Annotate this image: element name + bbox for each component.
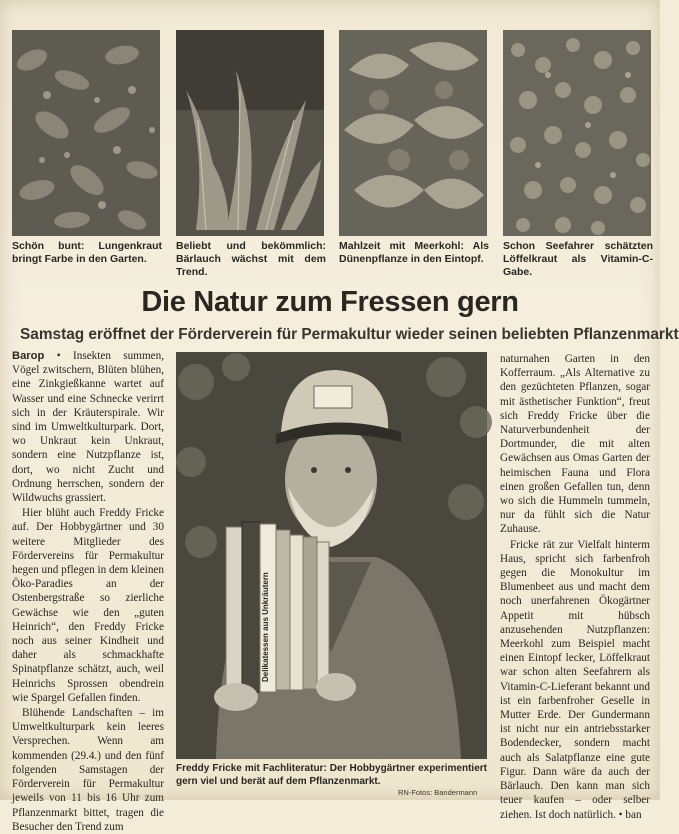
left-column bbox=[12, 349, 165, 833]
photo-credit: RN-Fotos: Bandermann bbox=[398, 788, 478, 797]
paragraph-landschaften: Blühende Landschaften – im Umweltkulturpark kein leeres Versprechen. Wenn am kommenden (29.4.) und den fünf folgenden Samstagen der Förderverein für Permakultur jeweils von 11 bis 16 Uhr zum Pflanzenmarkt bittet, tragen die Besucher den Trend zum bbox=[12, 707, 164, 833]
caption-freddy-fricke: Freddy Fricke mit Fachliteratur: Der Hobbygärtner experimentiert gern viel und berät auf dem Pflanzenmarkt. bbox=[176, 763, 487, 787]
photo-freddy-fricke bbox=[176, 352, 487, 759]
photo-loeffelkraut bbox=[503, 30, 651, 236]
book-spine-title: Delikatessen aus Unkräutern bbox=[261, 572, 270, 682]
caption-meerkohl: Mahlzeit mit Meerkohl: Als Dünenpflanze in den Eintopf. bbox=[339, 240, 489, 265]
right-column bbox=[500, 352, 650, 821]
article-headline: Die Natur zum Fressen gern bbox=[141, 286, 519, 318]
dateline: Barop bbox=[12, 350, 45, 362]
photo-lungenkraut bbox=[12, 30, 160, 236]
photo-baerlauch bbox=[176, 30, 324, 236]
caption-baerlauch: Beliebt und bekömmlich: Bärlauch wächst mit dem Trend. bbox=[176, 240, 326, 278]
paragraph-naturnah: naturnahen Garten in den Kofferraum. „Als Alternative zu den gezüchteten Pflanzen, sogar mit ästhetischer Funktion“, freut sich Freddy Fricke über die Naturverbundenheit der Dortmunder, die mit alten Gewächsen aus Omas Garten der heimischen Fauna und Flora einen großen Gefallen tun, denn wo sich die Hummeln tummeln, nur da fühlt sich die Natur Zuhause. bbox=[500, 353, 650, 536]
paragraph-hobbygaertner: Hier blüht auch Freddy Fricke auf. Der Hobbygärtner und 30 weitere Mitglieder des Fördervereins für Permakultur hegen und pflegen in dem kleinen Öko-Paradies an der Ostenbergstraße so zierliche Gewächse wie den „guten Heinrich“, den Freddy Fricke noch aus seiner Kindheit und daher als schmackhafte Spinatpflanze schätzt, auch, weil Heinrichs Sprossen obendrein wie Spargel Gefallen finden. bbox=[12, 507, 164, 704]
paragraph-intro bbox=[12, 349, 164, 505]
caption-lungenkraut: Schön bunt: Lungenkraut bringt Farbe in den Garten. bbox=[12, 240, 162, 265]
paragraph-vielfalt: Fricke rät zur Vielfalt hinterm Haus, spricht sich farbenfroh gegen die Monokultur im Blumenbeet aus und macht dem noch unerfahrenen Ökogärtner Appetit mit hübsch anzusehenden Nutzpflanzen: Meerkohl zum Beispiel macht einen Eintopf lecker, Löffelkraut war schon alten Seefahrern als Vitamin-C-Lieferant bekannt und ist ein farbenfroher Geselle in Mutter Erde. Der Gundermann ist nicht nur ein antriebsstarker Bodendecker, sondern macht auch als Salatpflanze eine gute Figur. Dann wäre da auch der Bärlauch. Den kann man sich teuer kaufen – oder selber ziehen. Ist doch natürlich. • ban bbox=[500, 538, 650, 821]
article-subheadline: Samstag eröffnet der Förderverein für Permakultur wieder seinen beliebten Pflanzenmarkt bbox=[20, 326, 679, 343]
caption-loeffelkraut: Schon Seefahrer schätzten Löffelkraut als Vitamin-C-Gabe. bbox=[503, 240, 653, 278]
photo-meerkohl bbox=[339, 30, 487, 236]
paragraph-intro-text: • Insekten summen, Vögel zwitschern, Blüten blühen, eine Zinkgießkanne wartet auf Wasser und eine Schnecke verirrt sich in der Kräuterspirale. Wir sind im Umweltkulturpark. Dort, wo Unkraut kein Unkraut, sondern eine Nutzpflanze ist, dort, wo nicht Zucht und Ordnung herrschen, sondern der Wildwuchs grassiert. bbox=[12, 350, 165, 505]
